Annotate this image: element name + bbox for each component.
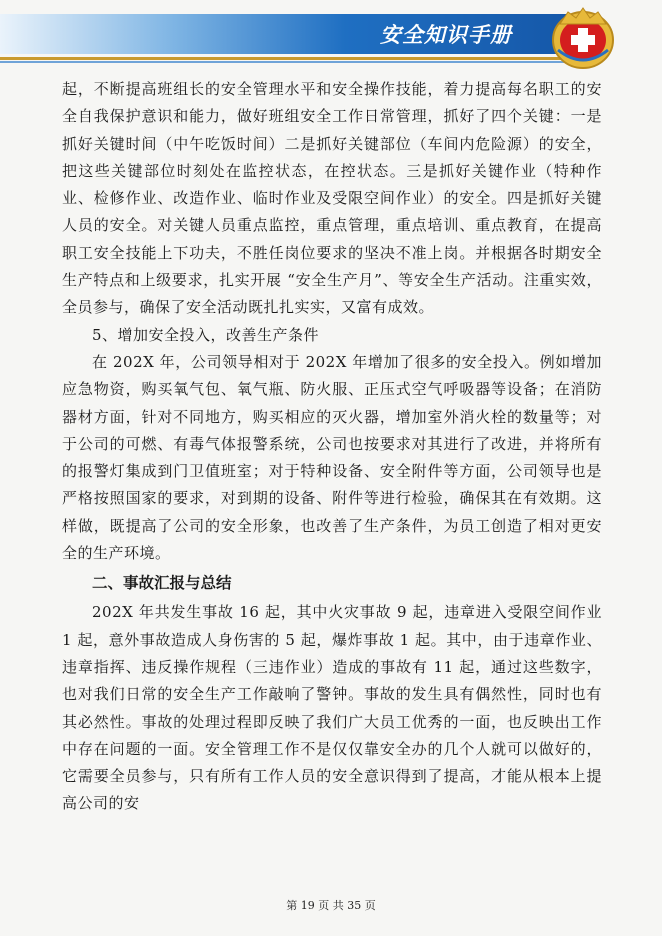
section-heading-2: 二、事故汇报与总结 bbox=[92, 574, 232, 593]
header-title: 安全知识手册 bbox=[380, 23, 512, 47]
section-item-5: 5、增加安全投入，改善生产条件 bbox=[92, 325, 320, 344]
red-cross-safety-emblem-icon bbox=[548, 4, 618, 70]
body-paragraph-2: 在 202X 年，公司领导相对于 202X 年增加了很多的安全投入。例如增加应急物资，购买氧气包、氧气瓶、防火服、正压式空气呼吸器等设备；在消防器材方面，针对不同地方，购买相应的灭火器，增加室外消火栓的数量等；对于公司的可燃、有毒气体报警系统，公司也按要求对其进行了改进，并将所有的报警灯集成到门卫值班室；对于特种设备、安全附件等方面，公司领导也是严格按照国家的要求，对到期的设备、附件等进行检验，确保其在有效期。这样做，既提高了公司的安全形象，也改善了生产条件，为员工创造了相对更安全的生产环境。 bbox=[62, 352, 602, 563]
header-gold-rule bbox=[0, 57, 575, 60]
header-blue-rule bbox=[0, 61, 575, 63]
page-content bbox=[62, 76, 602, 818]
body-paragraph-3: 202X 年共发生事故 16 起，其中火灾事故 9 起，违章进入受限空间作业 1 起，意外事故造成人身伤害的 5 起，爆炸事故 1 起。其中，由于违章作业、违章指挥、违反操作规程（三违作业）造成的事故有 11 起，通过这些数字，也对我们日常的安全生产工作敲响了警钟。事故的发生具有偶然性，同时也有其必然性。事故的处理过程即反映了我们广大员工优秀的一面，也反映出工作中存在问题的一面。安全管理工作不是仅仅靠安全办的几个人就可以做好的，它需要全员参与，只有所有工作人员的安全意识得到了提高，才能从根本上提高公司的安 bbox=[62, 603, 602, 813]
body-paragraph-1: 起，不断提高班组长的安全管理水平和安全操作技能，着力提高每名职工的安全自我保护意识和能力，做好班组安全工作日常管理，抓好了四个关键：一是抓好关键时间（中午吃饭时间）二是抓好关键部位（车间内危险源）的安全，把这些关键部位时刻处在监控状态，在控状态。三是抓好关键作业（特种作业、检修作业、改造作业、临时作业及受限空间作业）的安全。四是抓好关键人员的安全。对关键人员重点监控，重点管理，重点培训、重点教育，在提高职工安全技能上下功夫，不胜任岗位要求的坚决不准上岗。并根据各时期安全生产特点和上级要求，扎实开展 “安全生产月”、等安全生产活动。注重实效，全员参与，确保了安全活动既扎扎实实，又富有成效。 bbox=[62, 80, 602, 317]
page-number-footer: 第 19 页 共 35 页 bbox=[286, 899, 376, 912]
